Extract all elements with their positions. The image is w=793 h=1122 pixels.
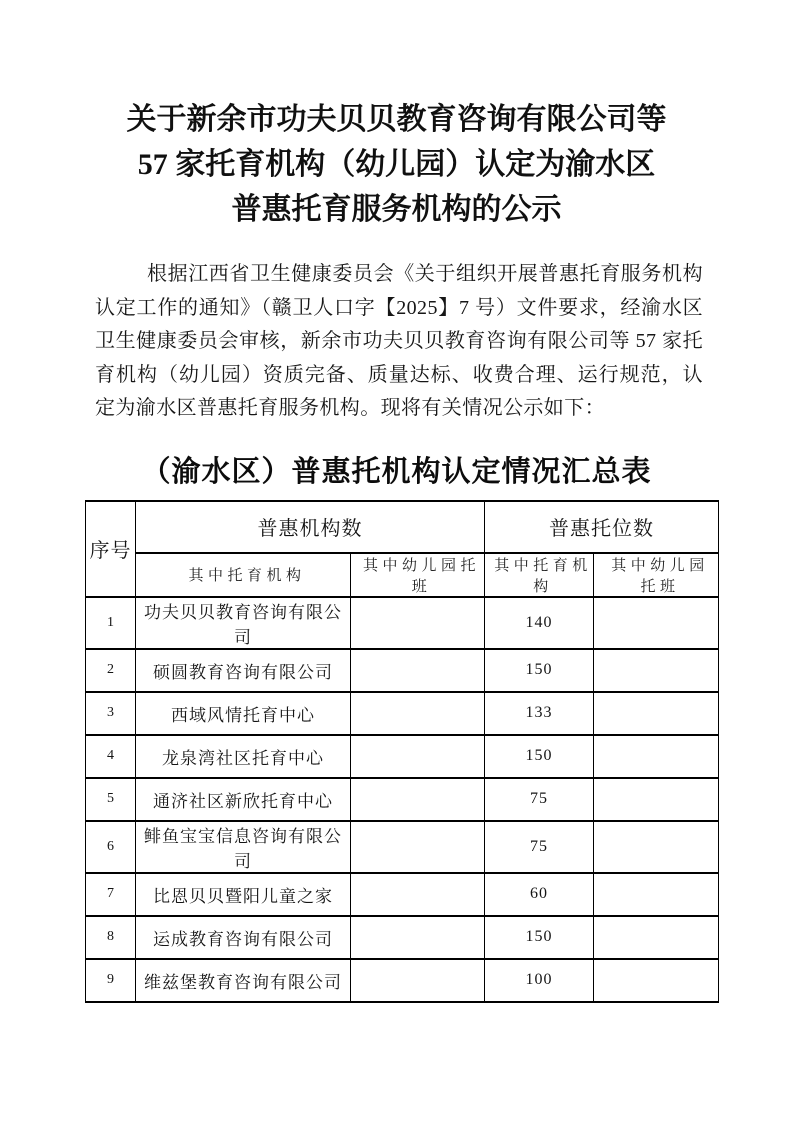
row-number-cell: 5: [86, 778, 136, 821]
institution-name-cell: 鲱鱼宝宝信息咨询有限公司: [136, 821, 351, 873]
slot-count-cell: 60: [485, 873, 594, 916]
row-number-cell: 9: [86, 959, 136, 1002]
kindergarten-count-cell: [351, 649, 485, 692]
slot-count-cell: 140: [485, 597, 594, 649]
row-number-cell: 6: [86, 821, 136, 873]
kindergarten-count-cell: [351, 597, 485, 649]
table-header-row-subs: [86, 553, 719, 597]
table-title: （渝水区）普惠托机构认定情况汇总表: [141, 455, 652, 488]
title-line-1: 关于新余市功夫贝贝教育咨询有限公司等: [126, 103, 667, 136]
slot-count-cell: 75: [485, 821, 594, 873]
kindergarten-slot-cell: [594, 821, 719, 873]
kindergarten-slot-cell: [594, 597, 719, 649]
header-group-institution-count: 普惠机构数: [136, 501, 485, 553]
row-number-cell: 8: [86, 916, 136, 959]
kindergarten-slot-cell: [594, 959, 719, 1002]
kindergarten-slot-cell: [594, 649, 719, 692]
table-row: [86, 821, 719, 873]
summary-table: [85, 500, 719, 1003]
row-number-cell: 3: [86, 692, 136, 735]
kindergarten-count-cell: [351, 873, 485, 916]
institution-name-cell: 硕圆教育咨询有限公司: [136, 649, 351, 692]
institution-name-cell: 运成教育咨询有限公司: [136, 916, 351, 959]
slot-count-cell: 133: [485, 692, 594, 735]
header-sub-childcare-institution-slots: 其中托育机构: [485, 553, 594, 597]
kindergarten-count-cell: [351, 821, 485, 873]
slot-count-cell: 150: [485, 916, 594, 959]
table-row: [86, 959, 719, 1002]
institution-name-cell: 功夫贝贝教育咨询有限公司: [136, 597, 351, 649]
kindergarten-slot-cell: [594, 873, 719, 916]
kindergarten-slot-cell: [594, 916, 719, 959]
document-title: [0, 97, 793, 232]
table-row: [86, 778, 719, 821]
table-row: [86, 873, 719, 916]
kindergarten-slot-cell: [594, 778, 719, 821]
table-row: [86, 916, 719, 959]
institution-name-cell: 西域风情托育中心: [136, 692, 351, 735]
title-line-3: 普惠托育服务机构的公示: [231, 193, 562, 226]
institution-name-cell: 维兹堡教育咨询有限公司: [136, 959, 351, 1002]
row-number-cell: 1: [86, 597, 136, 649]
kindergarten-slot-cell: [594, 692, 719, 735]
kindergarten-count-cell: [351, 959, 485, 1002]
slot-count-cell: 75: [485, 778, 594, 821]
kindergarten-count-cell: [351, 735, 485, 778]
kindergarten-count-cell: [351, 916, 485, 959]
body-paragraph: 根据江西省卫生健康委员会《关于组织开展普惠托育服务机构认定工作的通知》（赣卫人口字【2025】7 号）文件要求，经渝水区卫生健康委员会审核，新余市功夫贝贝教育咨询有限公司等 57 家托育机构（幼儿园）资质完备、质量达标、收费合理、运行规范，认定为渝水区普惠托育服务机构。现将有关情况公示如下：: [95, 263, 703, 420]
slot-count-cell: 150: [485, 735, 594, 778]
table-row: [86, 692, 719, 735]
header-sub-kindergarten-class-slots: 其中幼儿园托班: [594, 553, 719, 597]
slot-count-cell: 100: [485, 959, 594, 1002]
header-group-slot-count: 普惠托位数: [485, 501, 719, 553]
row-number-cell: 4: [86, 735, 136, 778]
table-row: [86, 649, 719, 692]
table-header-row-groups: [86, 501, 719, 553]
header-sub-childcare-institution: 其中托育机构: [136, 553, 351, 597]
institution-name-cell: 通济社区新欣托育中心: [136, 778, 351, 821]
header-index: 序号: [86, 501, 136, 597]
title-line-2: 57 家托育机构（幼儿园）认定为渝水区: [137, 148, 656, 181]
row-number-cell: 2: [86, 649, 136, 692]
institution-name-cell: 龙泉湾社区托育中心: [136, 735, 351, 778]
kindergarten-count-cell: [351, 778, 485, 821]
kindergarten-slot-cell: [594, 735, 719, 778]
table-row: [86, 597, 719, 649]
slot-count-cell: 150: [485, 649, 594, 692]
institution-name-cell: 比恩贝贝暨阳儿童之家: [136, 873, 351, 916]
table-row: [86, 735, 719, 778]
kindergarten-count-cell: [351, 692, 485, 735]
header-sub-kindergarten-class: 其中幼儿园托班: [351, 553, 485, 597]
row-number-cell: 7: [86, 873, 136, 916]
